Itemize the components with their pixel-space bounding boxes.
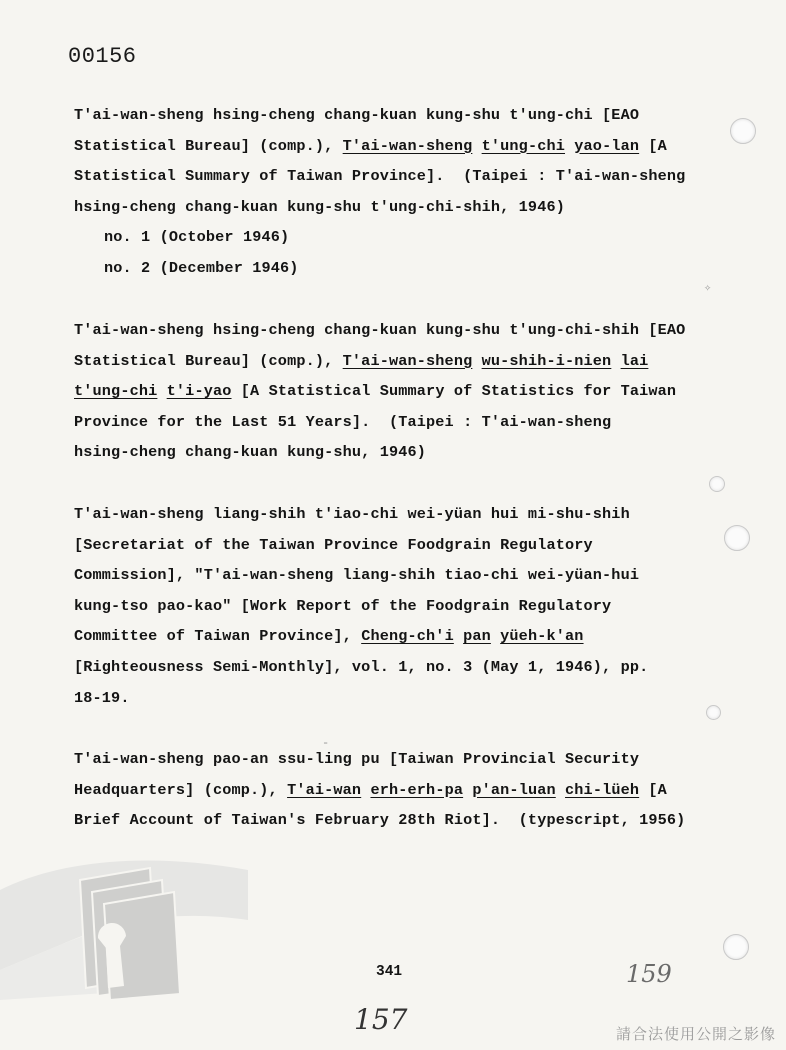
entry-line [74,499,734,530]
bibliography-entry [74,315,734,468]
entry-line [74,591,734,622]
bibliography-entry [74,100,734,284]
title-segment: p'an-luan [472,780,556,799]
text-segment [565,137,574,155]
title-segment: Cheng-ch'i [361,627,454,646]
text-segment: [A [639,780,667,799]
text-segment: [Righteousness Semi-Monthly], vol. 1, no. 3 (May 1, 1946), pp. [74,657,649,676]
entry-line [74,437,734,468]
usage-notice: 請合法使用公開之影像 [615,1025,776,1043]
text-segment: Headquarters] (comp.), [74,780,288,799]
text-segment: hsing-cheng chang-kuan kung-shu, 1946) [74,443,427,462]
entry-line [74,161,734,192]
entry-line [74,407,734,438]
bibliography-entry [74,744,734,836]
entry-line [74,376,734,407]
scan-speck: ✧ [704,281,712,295]
text-segment [556,781,565,799]
bibliography-entry [74,499,734,713]
title-segment: yüeh-k'an [500,627,584,646]
entry-line [74,100,734,131]
entry-line [74,530,734,561]
title-segment: T'ai-wan-sheng [342,136,473,155]
title-segment: wu-shih-i-nien [481,351,612,370]
text-segment: 18-19. [74,688,130,707]
punch-hole [709,476,725,492]
title-segment: chi-lüeh [565,780,640,799]
handwritten-number-right: 159 [626,960,672,988]
text-segment: no. 2 (December 1946) [104,258,299,277]
title-segment: erh-erh-pa [370,780,464,799]
handwritten-number-bottom: 157 [354,1003,408,1036]
title-segment: lai [620,351,649,370]
text-segment [157,382,166,400]
text-segment [491,627,500,645]
entry-line [74,253,734,284]
text-segment: Statistical Bureau] (comp.), [74,351,343,370]
text-segment: T'ai-wan-sheng pao-an ssu-ling pu [Taiwan Provincial Security [74,750,640,768]
punch-hole [730,118,756,144]
text-segment [454,627,463,645]
entry-line [74,315,734,346]
text-segment: Committee of Taiwan Province], [74,627,362,646]
entry-line [74,775,734,806]
entry-line [74,652,734,683]
entry-line [74,131,734,162]
entry-line [74,621,734,652]
entry-line [74,346,734,377]
punch-hole [706,705,721,720]
scan-speck: - [322,736,330,750]
entry-line [74,683,734,714]
entry-line [74,560,734,591]
text-segment: Commission], "T'ai-wan-sheng liang-shih tiao-chi wei-yüan-hui [74,566,640,585]
text-segment: [A Statistical Summary of Statistics for Taiwan [231,382,677,401]
entry-line [74,744,734,775]
document-id: 00156 [68,44,137,69]
page-number: 341 [376,964,403,980]
text-segment: T'ai-wan-sheng hsing-cheng chang-kuan kung-shu t'ung-chi [EAO [74,106,640,124]
punch-hole [723,934,749,960]
text-segment: T'ai-wan-sheng hsing-cheng chang-kuan kung-shu t'ung-chi-shih [EAO [74,321,686,339]
text-segment [611,352,620,370]
entry-line [74,222,734,253]
title-segment: t'i-yao [166,382,232,401]
title-segment: T'ai-wan [287,780,362,799]
text-segment: no. 1 (October 1946) [104,228,290,247]
punch-hole [724,525,750,551]
text-segment [472,137,481,155]
title-segment: yao-lan [574,136,640,155]
entry-line [74,805,734,836]
text-segment: hsing-cheng chang-kuan kung-shu t'ung-chi-shih, 1946) [74,197,565,216]
text-segment: kung-tso pao-kao" [Work Report of the Foodgrain Regulatory [74,596,612,615]
title-segment: T'ai-wan-sheng [342,351,473,370]
title-segment: t'ung-chi [481,136,566,155]
text-segment: Statistical Bureau] (comp.), [74,136,343,155]
archive-logo-watermark [0,850,250,1000]
title-segment: t'ung-chi [74,382,158,401]
title-segment: pan [463,627,491,646]
text-segment: T'ai-wan-sheng liang-shih t'iao-chi wei-yüan hui mi-shu-shih [74,505,630,523]
text-segment: Province for the Last 51 Years]. (Taipei : T'ai-wan-sheng [74,412,612,431]
text-segment: [A [639,136,667,155]
entry-line [74,192,734,223]
text-segment [463,781,472,799]
text-segment: [Secretariat of the Taiwan Province Foodgrain Regulatory [74,535,593,554]
text-segment: Statistical Summary of Taiwan Province]. (Taipei : T'ai-wan-sheng [74,167,686,186]
text-segment: Brief Account of Taiwan's February 28th Riot]. (typescript, 1956) [74,811,686,830]
text-segment [472,352,481,370]
